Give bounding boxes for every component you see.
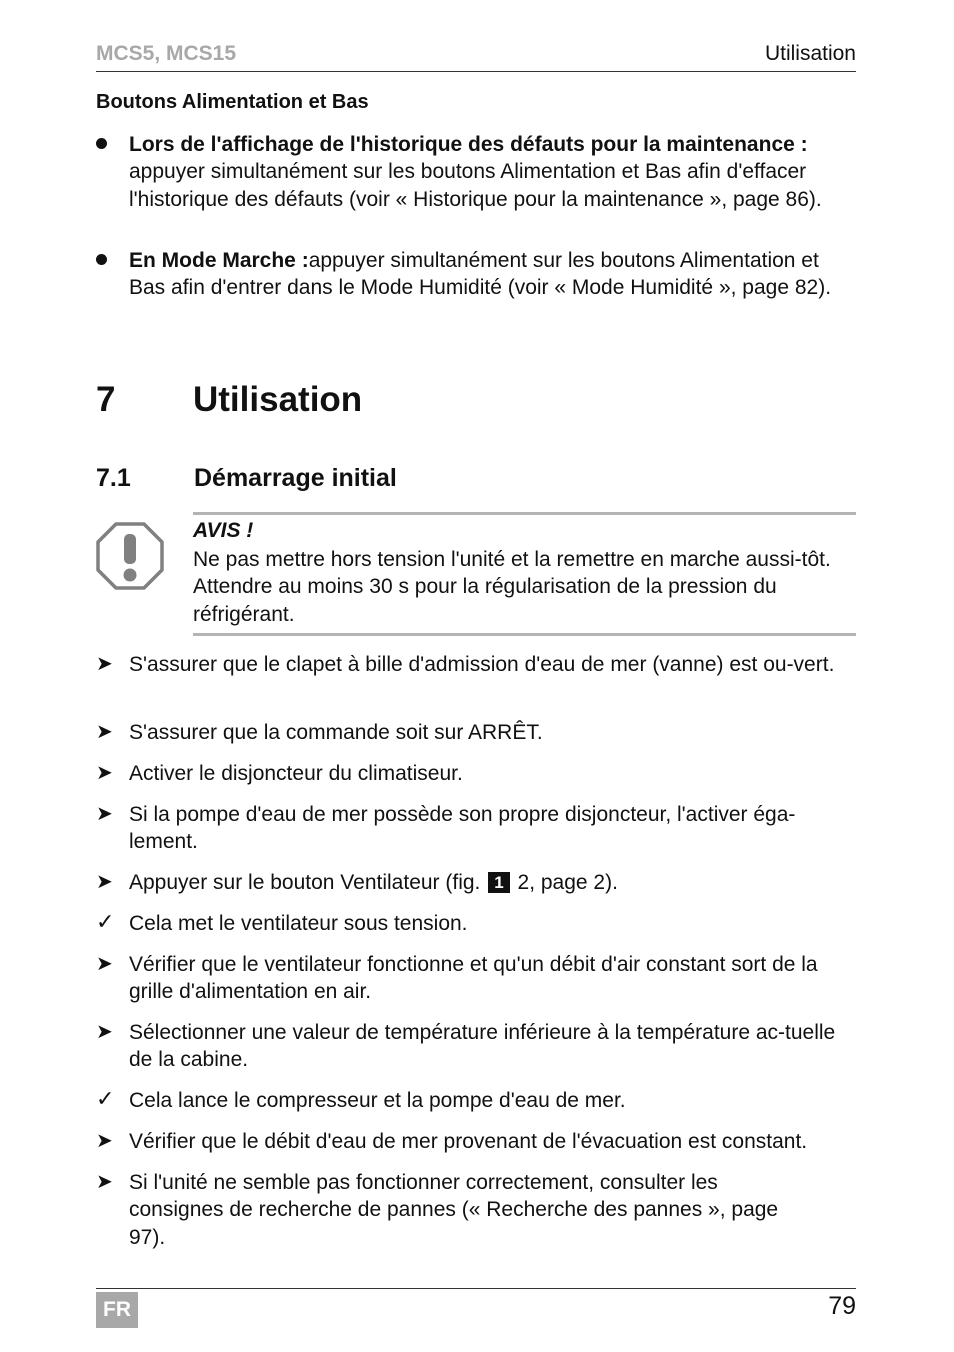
notice-title: AVIS ! bbox=[193, 519, 254, 542]
language-badge: FR bbox=[96, 1292, 138, 1328]
bullet-item bbox=[129, 131, 859, 213]
bullet-text: appuyer simultanément sur les boutons Alimentation et Bas afin d'entrer dans le Mode Humidité (voir « Mode Humidité », page 82). bbox=[129, 249, 832, 300]
chapter-number: 7 bbox=[96, 380, 116, 419]
bullet-bold-lead: Lors de l'affichage de l'historique des défauts pour la maintenance : bbox=[129, 133, 808, 156]
action-arrow-icon: ➤ bbox=[96, 953, 113, 975]
result-check-icon: ✓ bbox=[96, 1086, 115, 1111]
step-text: S'assurer que le clapet à bille d'admission d'eau de mer (vanne) est ou-vert. bbox=[129, 653, 835, 676]
step-text: Vérifier que le ventilateur fonctionne et qu'un débit d'air constant sort de la grille d'alimentation en air. bbox=[129, 953, 818, 1004]
action-arrow-icon: ➤ bbox=[96, 1130, 113, 1152]
step-text: Cela met le ventilateur sous tension. bbox=[129, 912, 468, 935]
result-check-icon: ✓ bbox=[96, 909, 115, 934]
section-title: Démarrage initial bbox=[194, 464, 397, 492]
step-text: Vérifier que le débit d'eau de mer provenant de l'évacuation est constant. bbox=[129, 1130, 808, 1153]
step-text: Si la pompe d'eau de mer possède son propre disjoncteur, l'activer éga-lement. bbox=[129, 803, 796, 854]
action-arrow-icon: ➤ bbox=[96, 721, 113, 743]
step-text: Sélectionner une valeur de température inférieure à la température ac-tuelle de la cabine. bbox=[129, 1021, 836, 1072]
action-arrow-icon: ➤ bbox=[96, 653, 113, 675]
action-arrow-icon: ➤ bbox=[96, 803, 113, 825]
step-text: Si l'unité ne semble pas fonctionner correctement, consulter les consignes de recherche de pannes (« Recherche des pannes », page 97). bbox=[129, 1171, 779, 1249]
page-number: 79 bbox=[828, 1292, 856, 1320]
exclamation-octagon-icon bbox=[96, 522, 164, 590]
chapter-title: Utilisation bbox=[193, 380, 363, 419]
notice-top-rule bbox=[193, 512, 856, 515]
footer-divider bbox=[96, 1288, 856, 1289]
bullet-item bbox=[129, 247, 859, 302]
figure-reference-badge: 1 bbox=[488, 872, 509, 893]
action-arrow-icon: ➤ bbox=[96, 1021, 113, 1043]
bullet-dot bbox=[96, 138, 107, 149]
step-text: Cela lance le compresseur et la pompe d'eau de mer. bbox=[129, 1089, 626, 1112]
step-text-part: Appuyer sur le bouton Ventilateur (fig. bbox=[129, 871, 487, 894]
notice-text: Ne pas mettre hors tension l'unité et la remettre en marche aussi-tôt. Attendre au moins 30 s pour la régularisation de la pression du réfrigérant. bbox=[193, 548, 831, 626]
notice-bottom-rule bbox=[193, 633, 856, 636]
section-number: 7.1 bbox=[96, 464, 131, 492]
bullet-bold-lead: En Mode Marche : bbox=[129, 249, 309, 272]
action-arrow-icon: ➤ bbox=[96, 762, 113, 784]
header-section: Utilisation bbox=[764, 42, 856, 65]
step-text-part: 2, page 2). bbox=[511, 871, 618, 894]
action-arrow-icon: ➤ bbox=[96, 1171, 113, 1193]
action-arrow-icon: ➤ bbox=[96, 871, 113, 893]
header-divider bbox=[96, 71, 856, 72]
header-model: MCS5, MCS15 bbox=[96, 42, 237, 65]
step-text: Activer le disjoncteur du climatiseur. bbox=[129, 762, 463, 785]
subsection-title: Boutons Alimentation et Bas bbox=[96, 91, 369, 113]
bullet-text: appuyer simultanément sur les boutons Alimentation et Bas afin d'effacer l'historique des défauts (voir « Historique pour la maintenance », page 86). bbox=[129, 160, 822, 211]
step-text: S'assurer que la commande soit sur ARRÊT. bbox=[129, 721, 543, 744]
step-text bbox=[129, 869, 856, 896]
bullet-dot bbox=[96, 254, 107, 265]
